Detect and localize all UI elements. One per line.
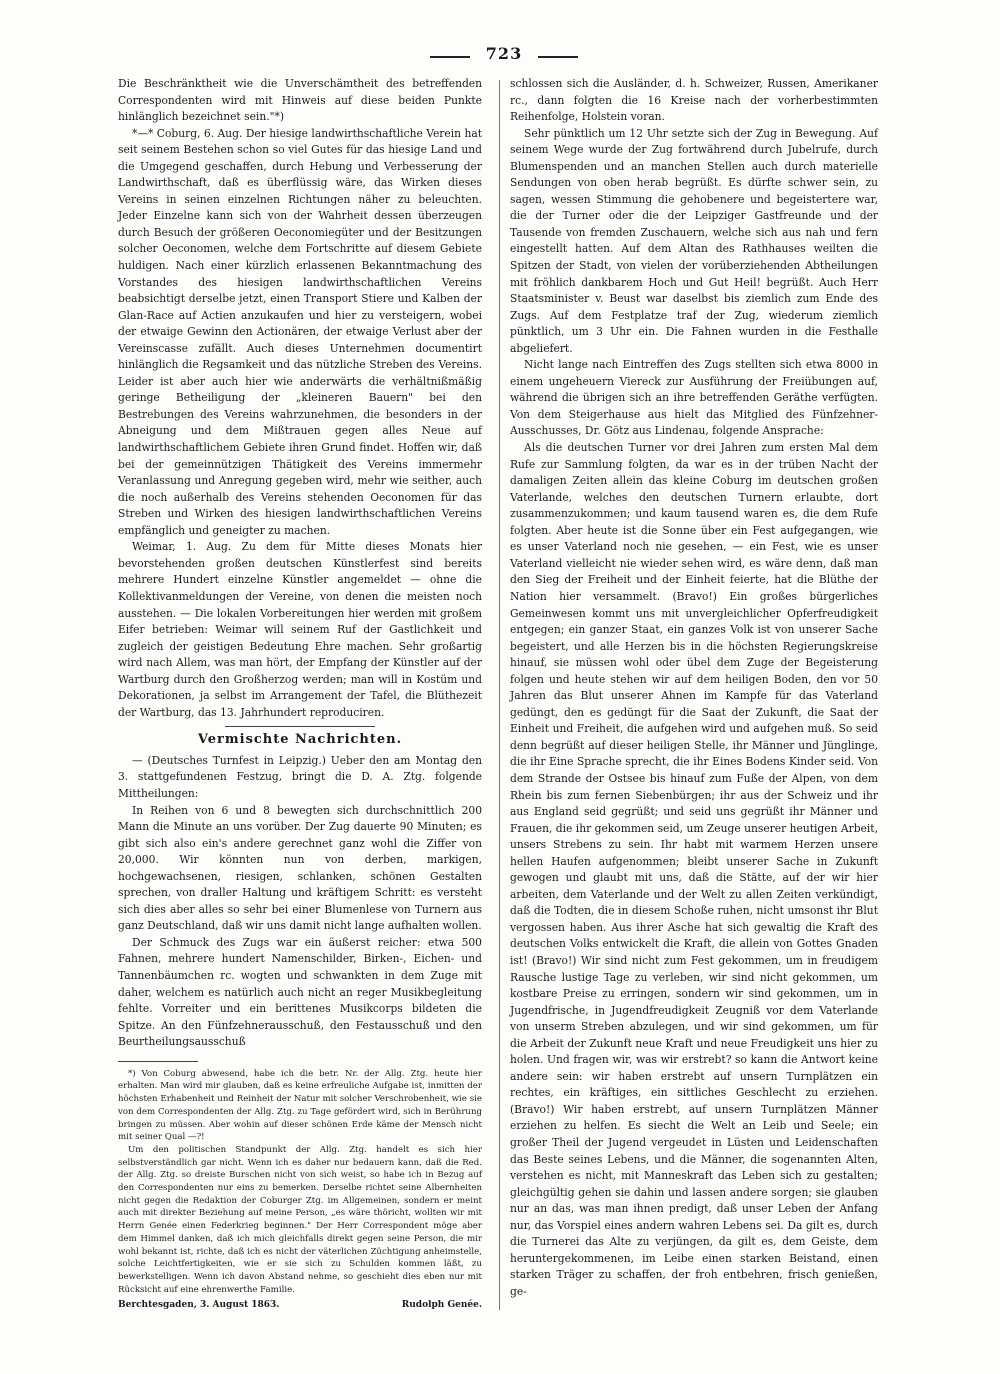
article-paragraph: Nicht lange nach Eintreffen des Zugs stellten sich etwa 8000 in einem ungeheuern Viereck zur Ausführung der Freiübungen auf, während die übrigen sich an ihre betreffenden Geräthe verfügten. Von dem Steigerhause aus hielt das Mitglied des Fünfzehner-Ausschusses, Dr. Götz aus Lindenau, folgende Ansprache: (510, 358, 878, 438)
footnote-rule (118, 1061, 198, 1062)
article-weimar: Weimar, 1. Aug. Zu dem für Mitte dieses Monats hier bevorstehenden großen deutschen Künstlerfest sind bereits mehrere Hundert einzelne Künstler angemeldet — ohne die Kollektivanmeldungen der Vereine, von denen die meisten noch ausstehen. — Die lokalen Vorbereitungen hier werden mit großem Eifer betrieben: Weimar will seinem Ruf der Gastlichkeit und zugleich der geistigen Bedeutung Ehre machen. Sehr großartig wird nach Allem, was man hört, der Empfang der Künstler auf der Wartburg durch den Großherzog werden; man will in Kostüm und Dekorationen, ja selbst im Arrangement der Tafel, die Blüthezeit der Wartburg, das 13. Jahrhundert reproduciren. (118, 540, 482, 719)
article-paragraph: schlossen sich die Ausländer, d. h. Schweizer, Russen, Amerikaner rc., dann folgten die 16 Kreise nach der vorherbestimmten Reihenfolge, Holstein voran. (510, 77, 878, 124)
signature-place: Berchtesgaden, 3. August 1863. (118, 1300, 280, 1311)
left-column (118, 76, 482, 1312)
header-rule-left (430, 56, 470, 58)
right-column (510, 76, 878, 1300)
column-divider (499, 80, 500, 1310)
page-number: 723 (485, 44, 523, 63)
article-paragraph: Der Schmuck des Zugs war ein äußerst reicher: etwa 500 Fahnen, mehrere hundert Namenschilder, Birken-, Eichen- und Tannenbäumchen rc. wogten und schwankten in dem Zuge mit daher, welchem es natürlich auch nicht an reger Musikbegleitung fehlte. Vorreiter und ein berittenes Musikcorps bildeten die Spitze. An den Fünfzehnerausschuß, den Festausschuß und den Beurtheilungsausschuß (118, 935, 482, 1049)
footnote-signature (118, 1298, 482, 1312)
article-coburg: *—* Coburg, 6. Aug. Der hiesige landwirthschaftliche Verein hat seit seinem Bestehen schon so viel Gutes für das hiesige Land und die Umgegend geschaffen, durch Hebung und Verbesserung der Landwirthschaft, daß es überflüssig wäre, das Wirken dieses Vereins in seinen einzelnen Richtungen näher zu beleuchten. Jeder Einzelne kann sich von der Wahrheit dessen überzeugen durch Besuch der größeren Oeconomiegüter und der Besitzungen solcher Oeconomen, welche dem Fortschritte auf diesem Gebiete huldigen. Nach einer kürzlich erlassenen Bekanntmachung des Vorstandes des hiesigen landwirthschaftlichen Vereins beabsichtigt derselbe jetzt, einen Transport Stiere und Kalben der Glan-Race auf Actien anzukaufen und hier zu versteigern, wobei der etwaige Gewinn den Actionären, der etwaige Verlust aber der Vereinscasse zufällt. Auch dieses Unternehmen documentirt hinlänglich die Regsamkeit und das nützliche Streben des Vereins. Leider ist aber auch hier wie anderwärts die verhältnißmäßig geringe Betheiligung der „kleineren Bauern" bei den Bestrebungen des Vereins wahrzunehmen, die besonders in der Abneigung und dem Mißtrauen gegen alles Neue auf landwirthschaftlichem Gebiete ihren Grund findet. Hoffen wir, daß bei der gemeinnützigen Thätigkeit des Vereins immermehr Veranlassung und Anregung gegeben wird, mehr wie seither, auch die noch außerhalb des Vereins stehenden Oeconomen für das Streben und Wirken des hiesigen landwirthschaftlichen Vereins empfänglich und geneigter zu machen. (118, 126, 482, 537)
speech-paragraph: Als die deutschen Turner vor drei Jahren zum ersten Mal dem Rufe zur Sammlung folgten, da war es in der trüben Nacht der damaligen Zeiten allein das kleine Coburg im deutschen großen Vaterlande, welches den deutschen Turnern erlaubte, dort zusammenzukommen; und kaum tausend waren es, die dem Rufe folgten. Aber heute ist die Sonne über ein Fest aufgegangen, wie es unser Vaterland noch nie gesehen, — ein Fest, wie es unser Vaterland vielleicht nie wieder sehen wird, es wäre denn, daß man den Sieg der Freiheit und der Einheit feierte, hat die Blüthe der Nation hier versammelt. (Bravo!) Ein großes bürgerliches Gemeinwesen kommt uns mit unvergleichlicher Opferfreudigkeit entgegen; ein ganzer Staat, ein ganzes Volk ist von unserer Sache begeistert, und alle Herzen bis in die höchsten Regierungskreise hinauf, sie müssen wohl oder übel dem Zuge der Begeisterung folgen und heute stehen wir auf dem heiligen Boden, den vor 50 Jahren das Blut unserer Ahnen im Kampfe für das Vaterland gedüngt, den es gedüngt für die Saat der Zukunft, die Saat der Einheit und Freiheit, die aufgehen wird und aufgehen muß. So seid denn begrüßt auf dieser heiligen Stelle, ihr Männer und Jünglinge, die ihr Eine Sprache sprecht, die ihr Eines Bodens Kinder seid. Von dem Strande der Ostsee bis hinauf zum Fuße der Alpen, von dem Rhein bis zum fernen Siebenbürgen; ihr aus der Schweiz und ihr aus England seid gegrüßt; und seid uns gegrüßt ihr Männer und Frauen, die ihr gekommen seid, um Zeuge unserer heutigen Arbeit, unsers Strebens zu sein. Ihr habt mit warmem Herzen unsere hellen Haufen aufgenommen; bleibt unserer Sache in Zukunft gewogen und glaubt mit uns, daß die Stätte, auf der wir hier arbeiten, dem Vaterlande und der Welt zu allen Zeiten verkündigt, daß die Todten, die in diesem Schoße ruhen, nicht umsonst ihr Blut vergossen haben. Aus ihrer Asche hat sich gewaltig die Kraft des deutschen Volks entwickelt die Kraft, die allein von Gottes Gnaden ist! (Bravo!) Wir sind nicht zum Fest gekommen, um in freudigem Rausche lustige Tage zu verleben, wir sind nicht gekommen, um kostbare Preise zu erringen, sondern wir sind gekommen, um in Jugendfrische, in Jugendfreudigkeit Zeugniß vor dem Vaterlande von unserm Streben abzulegen, und wir sind gekommen, um für die Arbeit der Zukunft neue Kraft und neue Freudigkeit uns hier zu holen. Und fragen wir, was wir erstrebt? so kann die Antwort keine andere sein: wir haben erstrebt auf unsern Turnplätzen ein rechtes, ein kräftiges, ein sittliches Geschlecht zu erziehen. (Bravo!) Wir haben erstrebt, auf unsern Turnplätzen Männer erziehen zu helfen. Es siecht die Welt an Leib und Seele; ein großer Theil der Jugend vergeudet in Lüsten und Leidenschaften das Beste seines Lebens, und die Männer, die sogenannten Alten, verstehen es nicht, mit Manneskraft das Leben sich zu gestalten; gleichgültig gehen sie dahin und lassen andere sorgen; sie glauben nur an das, was man ihnen predigt, daß unser Leben der Anfang nur, das Vorspiel eines andern wahren Lebens sei. Da gilt es, durch die Turnerei das Alte zu verjüngen, da gilt es, dem Geiste, dem heruntergekommenen, im Leibe einen starken Beistand, einen starken Träger zu schaffen, der froh entbehren, frisch genießen, ge- (510, 441, 878, 1298)
page-header (0, 44, 1000, 68)
section-divider (225, 726, 375, 727)
article-turnfest-intro: — (Deutsches Turnfest in Leipzig.) Ueber den am Montag den 3. stattgefundenen Festzug, bringt die D. A. Ztg. folgende Mittheilungen: (118, 753, 482, 800)
article-paragraph: Die Beschränktheit wie die Unverschämtheit des betreffenden Correspondenten wird mit Hinweis auf diese beiden Punkte hinlänglich bezeichnet sein."*) (118, 77, 482, 124)
article-paragraph: In Reihen von 6 und 8 bewegten sich durchschnittlich 200 Mann die Minute an uns vorüber. Der Zug dauerte 90 Minuten; es gibt sich also ein's andere gerechnet ganz wohl die Ziffer von 20,000. Wir könnten nun von derben, markigen, hochgewachsenen, riesigen, schlanken, schönen Gestalten sprechen, von draller Haltung und kräftigem Schritt: es versteht sich dies aber alles so sehr bei einer Blumenlese von Turnern aus ganz Deutschland, daß wir uns damit nicht lange aufhalten wollen. (118, 803, 482, 933)
footnote-paragraph: *) Von Coburg abwesend, habe ich die betr. Nr. der Allg. Ztg. heute hier erhalten. Man wird mir glauben, daß es keine erfreuliche Aufgabe ist, inmitten der höchsten Erhabenheit und Reinheit der Natur mit solcher Verschrobenheit, wie sie von dem Correspondenten der Allg. Ztg. zu Tage gefördert wird, sich in Berührung bringen zu müssen. Aber wohin auf dieser schönen Erde käme der Mensch nicht mit seiner Qual —?! (118, 1068, 482, 1143)
section-title: Vermischte Nachrichten. (197, 732, 403, 748)
article-paragraph: Sehr pünktlich um 12 Uhr setzte sich der Zug in Bewegung. Auf seinem Wege wurde der Zug fortwährend durch Jubelrufe, durch Blumenspenden und an manchen Stellen auch durch materielle Sendungen von oben herab begrüßt. Es dürfte schwer sein, zu sagen, wessen Stimmung die gehobenere und begeistertere war, die der Turner oder die der Leipziger Gastfreunde und der Tausende von fremden Zuschauern, welche sich aus nah und fern eingestellt hatten. Auf dem Altan des Rathhauses weilten die Spitzen der Stadt, von vielen der vorüberziehenden Abtheilungen mit fröhlich dankbarem Hoch und Gut Heil! begrüßt. Auch Herr Staatsminister v. Beust war daselbst bis ziemlich zum Ende des Zugs. Auf dem Festplatze traf der Zug, wiederum ziemlich pünktlich, um 3 Uhr ein. Die Fahnen wurden in die Festhalle abgeliefert. (510, 126, 878, 355)
header-rule-right (538, 56, 578, 58)
footnote (118, 1068, 482, 1313)
footnote-paragraph: Um den politischen Standpunkt der Allg. Ztg. handelt es sich hier selbstverständlich gar nicht. Wenn ich es daher nur bedauern kann, daß die Red. der Allg. Ztg. so dreiste Burschen nicht von sich weist, so habe ich in Bezug auf den Correspondenten nur eins zu bemerken. Derselbe richtet seine Albernheiten nicht gegen die Redaktion der Coburger Ztg. im Allgemeinen, sondern er meint auch mit direkter Beziehung auf meine Person, „es wäre thöricht, wollten wir mit Herrn Genée einen Federkrieg beginnen." Der Herr Correspondent möge aber dem Himmel danken, daß ich mich gleichfalls direkt gegen seine Person, die mir wohl bekannt ist, richte, daß ich es nicht der väterlichen Züchtigung anheimstelle, solche Leichtfertigkeiten, wie er sie sich zu Schulden kommen läßt, zu bewerkstelligen. Wenn ich davon Abstand nehme, so geschieht dies eben nur mit Rücksicht auf eine ehrenwerthe Familie. (118, 1144, 482, 1295)
signature-name: Rudolph Genée. (401, 1300, 482, 1311)
